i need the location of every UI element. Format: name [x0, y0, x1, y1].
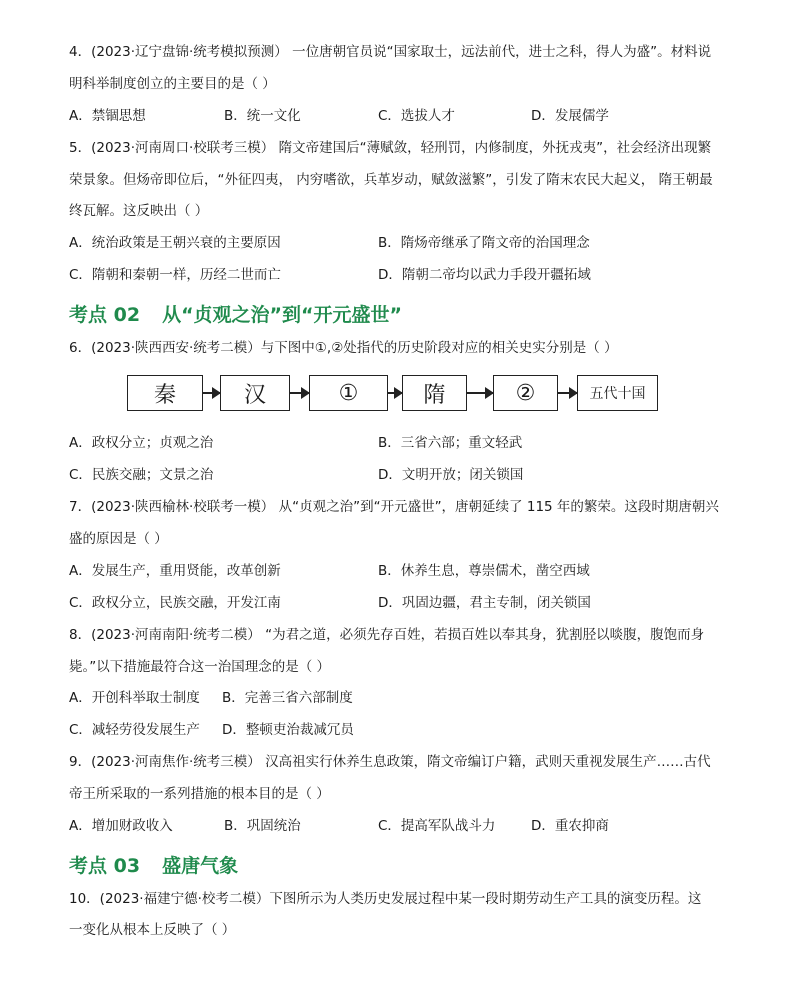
q6-option-b: B．三省六部；重文轻武: [378, 435, 523, 451]
q9-option-d: D．重农抑商: [531, 818, 609, 834]
section-number: 考点 03: [69, 855, 141, 877]
q5-stem-line1: 5．(2023·河南周口·校联考三模） 隋文帝建国后“薄赋敛，轻刑罚，内修制度，外抚戎夷”，社会经济出现繁: [69, 140, 712, 156]
flow-box-blank-1: ①: [309, 375, 388, 411]
q7-stem-line2: 盛的原因是（ ）: [69, 531, 168, 547]
dynasty-flow-diagram: [127, 375, 667, 415]
q7-option-d: D．巩固边疆，君主专制，闭关锁国: [378, 595, 591, 611]
flow-box-han: 汉: [220, 375, 290, 411]
q8-stem-line2: 毙。”以下措施最符合这一治国理念的是（ ）: [69, 659, 331, 675]
q5-stem-line2: 荣景象。但炀帝即位后，“外征四夷， 内穷嗜欲，兵革岁动，赋敛滋繁”，引发了隋末农民大起义， 隋王朝最: [69, 172, 713, 188]
q5-stem-line3: 终瓦解。这反映出（ ）: [69, 203, 209, 219]
section-heading-03: [69, 851, 238, 878]
q5-option-d: D．隋朝二帝均以武力手段开疆拓域: [378, 267, 591, 283]
flow-box-sui: 隋: [402, 375, 467, 411]
q7-option-b: B．休养生息，尊崇儒术，凿空西域: [378, 563, 590, 579]
section-number: 考点 02: [69, 304, 141, 326]
q9-stem-line2: 帝王所采取的一系列措施的根本目的是（ ）: [69, 786, 330, 802]
q10-stem-line1: 10．(2023·福建宁德·校考二模）下图所示为人类历史发展过程中某一段时期劳动生产工具的演变历程。这: [69, 891, 702, 907]
q4-stem-line1: 4．(2023·辽宁盘锦·统考模拟预测） 一位唐朝官员说“国家取士，远法前代，进士之科，得人为盛”。材料说: [69, 44, 712, 60]
section-title: 盛唐气象: [162, 855, 239, 877]
q4-option-a: A．禁锢思想: [69, 108, 146, 124]
q4-option-b: B．统一文化: [224, 108, 301, 124]
flow-arrow: [388, 392, 402, 394]
q7-option-c: C．政权分立，民族交融，开发江南: [69, 595, 281, 611]
q9-option-a: A．增加财政收入: [69, 818, 173, 834]
q8-stem-line1: 8．(2023·河南南阳·统考二模） “为君之道，必须先存百姓，若损百姓以奉其身，犹割胫以啖腹，腹饱而身: [69, 627, 705, 643]
flow-box-blank-2: ②: [493, 375, 558, 411]
section-title: 从“贞观之治”到“开元盛世”: [162, 304, 403, 326]
flow-arrow: [290, 392, 309, 394]
q4-stem-line2: 明科举制度创立的主要目的是（ ）: [69, 76, 276, 92]
q8-option-a: A．开创科举取士制度: [69, 690, 200, 706]
flow-arrow: [467, 392, 493, 394]
q9-option-b: B．巩固统治: [224, 818, 301, 834]
flow-box-five-dynasties: 五代十国: [577, 375, 658, 411]
flow-arrow: [558, 392, 577, 394]
q9-option-c: C．提高军队战斗力: [378, 818, 496, 834]
q7-stem-line1: 7．(2023·陕西榆林·校联考一模） 从“贞观之治”到“开元盛世”，唐朝延续了 115 年的繁荣。这段时期唐朝兴: [69, 499, 719, 515]
q8-option-c: C．减轻劳役发展生产: [69, 722, 200, 738]
q4-option-d: D．发展儒学: [531, 108, 609, 124]
q8-option-b: B．完善三省六部制度: [222, 690, 353, 706]
flow-box-qin: 秦: [127, 375, 203, 411]
q9-stem-line1: 9．(2023·河南焦作·统考三模） 汉高祖实行休养生息政策，隋文帝编订户籍，武则天重视发展生产……古代: [69, 754, 711, 770]
q6-option-c: C．民族交融；文景之治: [69, 467, 214, 483]
q5-option-c: C．隋朝和秦朝一样，历经二世而亡: [69, 267, 281, 283]
q5-option-a: A．统治政策是王朝兴衰的主要原因: [69, 235, 281, 251]
q6-stem-line1: 6．(2023·陕西西安·统考二模）与下图中①,②处指代的历史阶段对应的相关史实分别是（ ）: [69, 340, 618, 356]
q8-option-d: D．整顿吏治裁减冗员: [222, 722, 354, 738]
q10-stem-line2: 一变化从根本上反映了（ ）: [69, 922, 236, 938]
q4-option-c: C．选拔人才: [378, 108, 455, 124]
q7-option-a: A．发展生产，重用贤能，改革创新: [69, 563, 281, 579]
section-heading-02: [69, 300, 402, 327]
q6-option-a: A．政权分立；贞观之治: [69, 435, 214, 451]
q5-option-b: B．隋炀帝继承了隋文帝的治国理念: [378, 235, 590, 251]
flow-arrow: [203, 392, 220, 394]
q6-option-d: D．文明开放；闭关锁国: [378, 467, 524, 483]
